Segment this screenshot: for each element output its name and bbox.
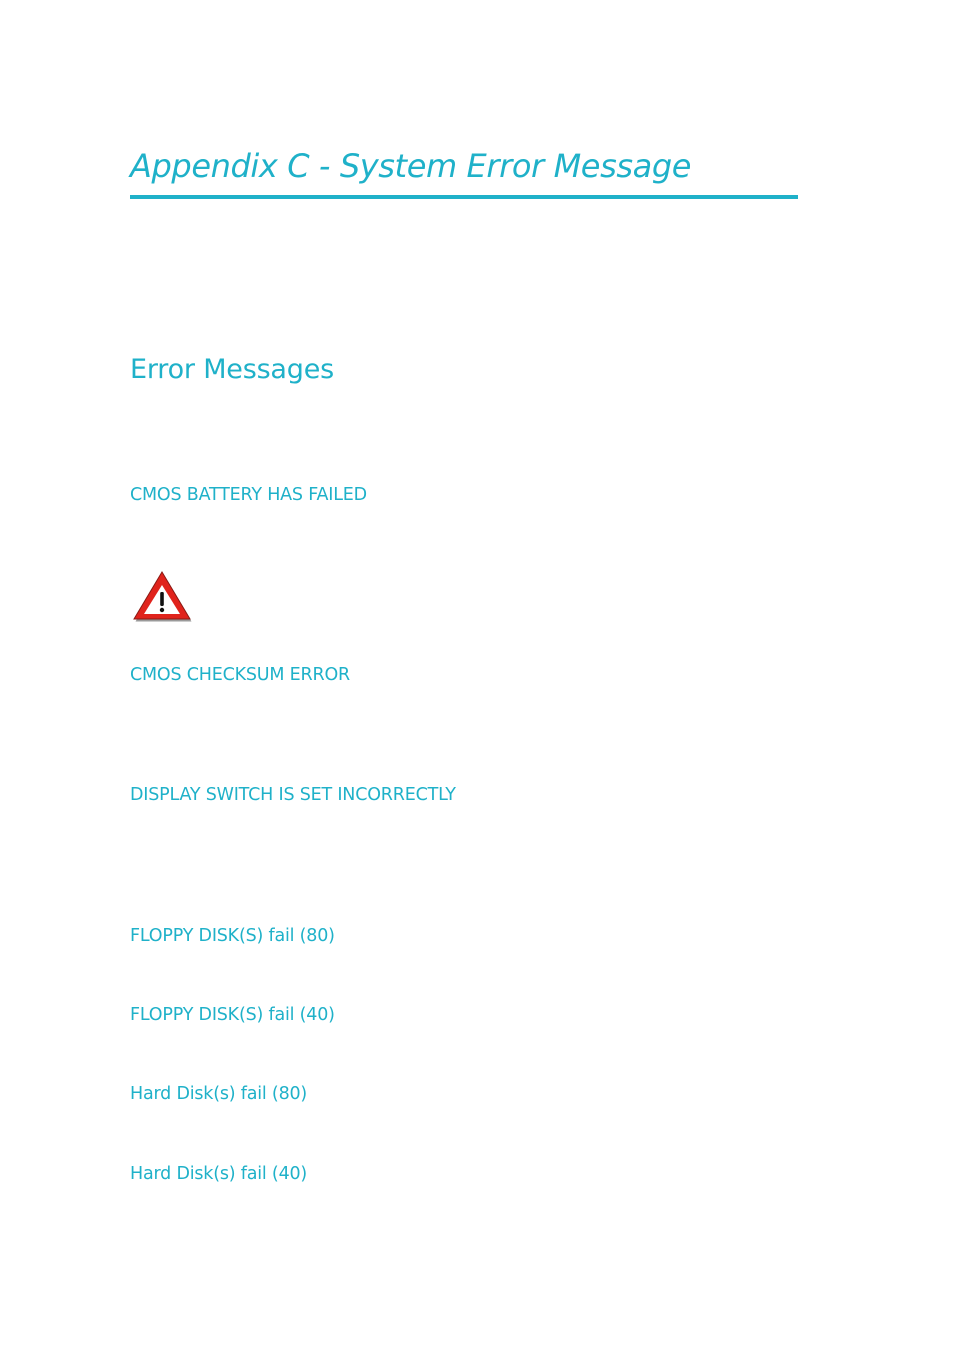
error-item-cmos-checksum: CMOS CHECKSUM ERROR bbox=[130, 665, 350, 685]
warning-icon bbox=[131, 570, 193, 623]
section-heading: Error Messages bbox=[130, 354, 334, 385]
error-item-floppy-40: FLOPPY DISK(S) fail (40) bbox=[130, 1005, 335, 1025]
page-title: Appendix C - System Error Message bbox=[130, 147, 692, 185]
error-item-hard-disk-40: Hard Disk(s) fail (40) bbox=[130, 1164, 308, 1184]
error-item-display-switch: DISPLAY SWITCH IS SET INCORRECTLY bbox=[130, 785, 456, 805]
error-item-cmos-battery: CMOS BATTERY HAS FAILED bbox=[130, 485, 367, 505]
title-rule bbox=[130, 195, 798, 199]
error-item-hard-disk-80: Hard Disk(s) fail (80) bbox=[130, 1084, 308, 1104]
error-item-floppy-80: FLOPPY DISK(S) fail (80) bbox=[130, 926, 335, 946]
